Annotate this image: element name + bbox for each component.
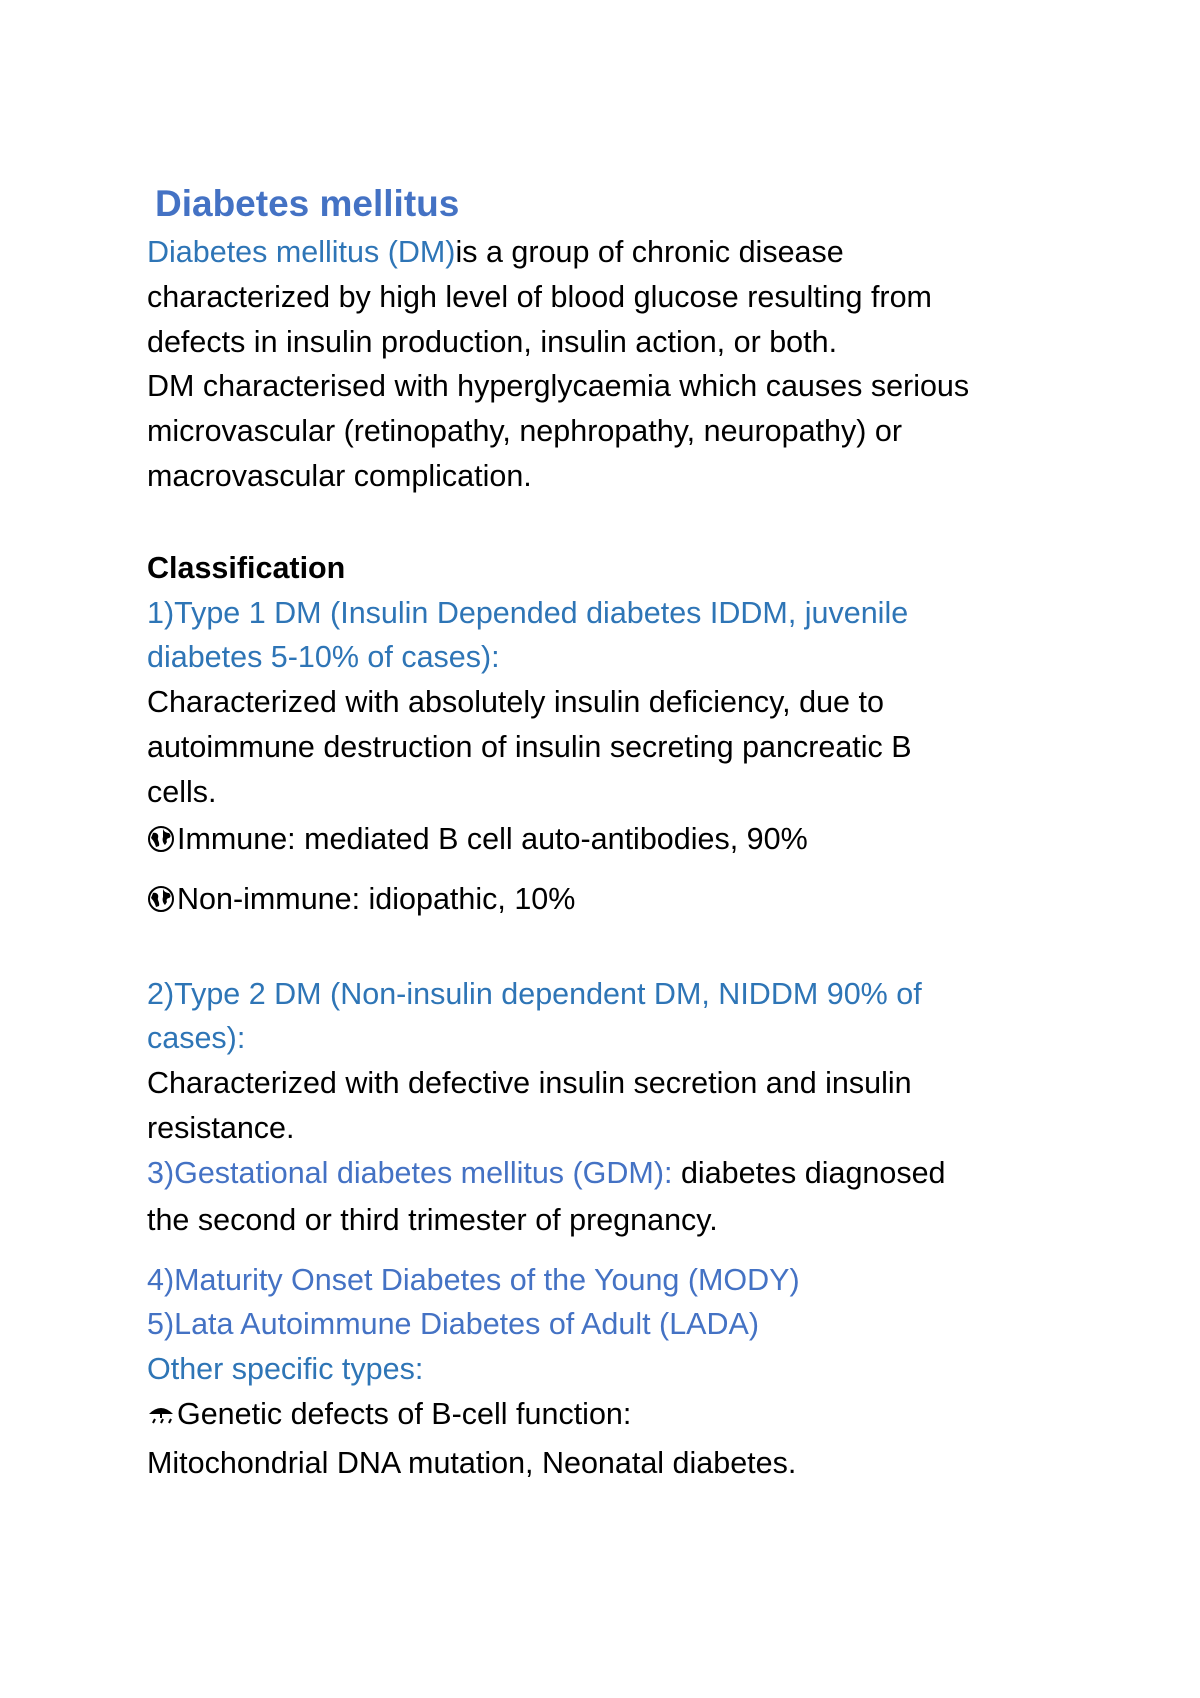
page-title: Diabetes mellitus [155,183,460,224]
spacer [147,1244,1087,1258]
type1-title-line-2: diabetes 5-10% of cases): [147,640,500,675]
document-content [147,178,1087,1486]
spacer [147,927,1087,972]
spacer [147,867,1087,875]
other-types-bullet-text: Genetic defects of B-cell function: [177,1396,632,1431]
intro-line-1-rest: is a group of chronic disease [455,235,844,269]
type1-desc-line-2: autoimmune destruction of insulin secreting pancreatic B [147,729,912,764]
type2-desc-line-1: Characterized with defective insulin secretion and insulin [147,1066,912,1101]
globe-icon [147,879,175,927]
spacer [147,499,1087,546]
other-types-heading: Other specific types: [147,1352,424,1387]
type1-bullet-nonimmune-text: Non-immune: idiopathic, 10% [177,881,576,916]
type4-line: 4)Maturity Onset Diabetes of the Young (MODY) [147,1262,800,1297]
classification-heading: Classification [147,550,346,585]
type2-title-line-2: cases): [147,1021,246,1056]
intro-line-1 [147,230,1087,275]
type2-desc-line-2: resistance. [147,1110,295,1145]
type2-title-line-1: 2)Type 2 DM (Non-insulin dependent DM, NIDDM 90% of [147,976,922,1011]
type1-bullet-immune [147,815,1087,867]
type1-bullet-immune-text: Immune: mediated B cell auto-antibodies, 90% [177,821,808,856]
type1-title-line-1: 1)Type 1 DM (Insulin Depended diabetes IDDM, juvenile [147,595,909,630]
type3-line-1 [147,1151,1087,1196]
other-types-line-2: Mitochondrial DNA mutation, Neonatal diabetes. [147,1445,797,1480]
intro-line-4: DM characterised with hyperglycaemia which causes serious [147,369,970,404]
umbrella-rain-icon [147,1396,175,1441]
type1-desc-line-3: cells. [147,774,217,809]
intro-line-6: macrovascular complication. [147,458,532,493]
type3-rest: diabetes diagnosed [672,1155,946,1190]
type1-desc-line-1: Characterized with absolutely insulin deficiency, due to [147,685,884,720]
type1-bullet-nonimmune [147,875,1087,927]
intro-line-5: microvascular (retinopathy, nephropathy, neuropathy) or [147,414,902,449]
other-types-bullet [147,1392,1087,1441]
type5-line: 5)Lata Autoimmune Diabetes of Adult (LADA) [147,1307,760,1342]
intro-line-3: defects in insulin production, insulin action, or both. [147,324,838,359]
type3-line-2: the second or third trimester of pregnancy. [147,1202,718,1237]
intro-line-2: characterized by high level of blood glucose resulting from [147,279,932,314]
globe-icon [147,819,175,867]
type3-lead: 3)Gestational diabetes mellitus (GDM): [147,1155,673,1190]
intro-lead-term: Diabetes mellitus (DM) [147,235,456,269]
